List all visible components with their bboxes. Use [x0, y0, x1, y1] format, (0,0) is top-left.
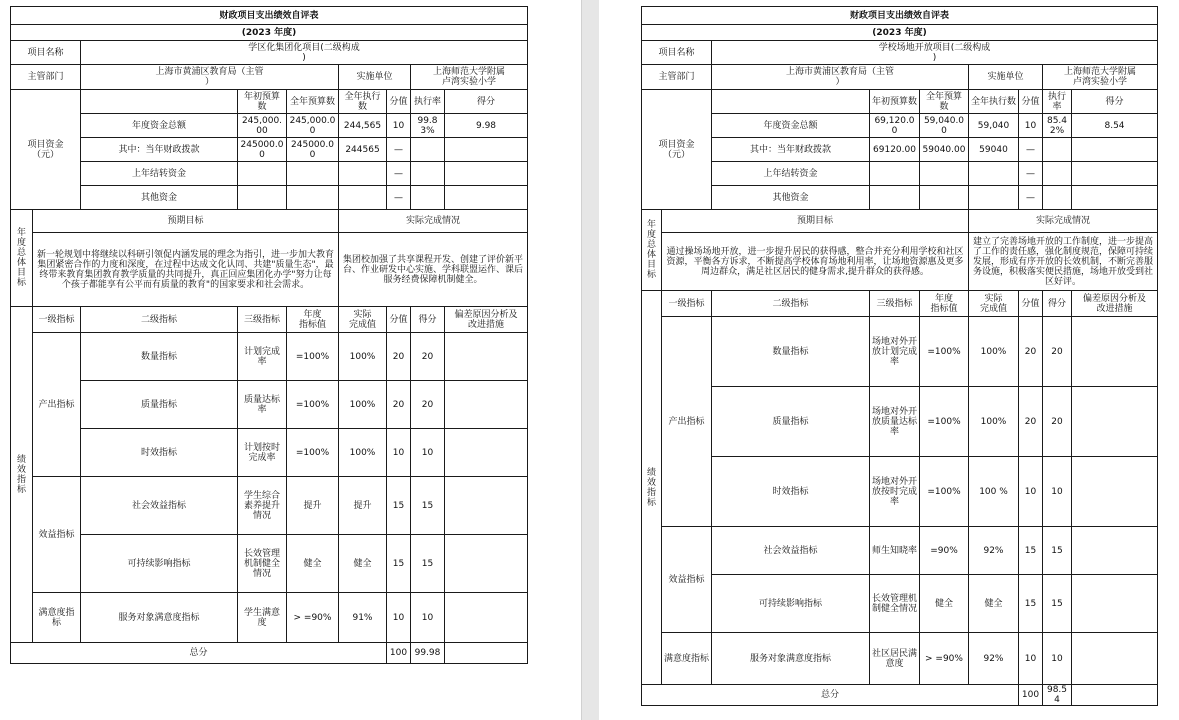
target-cell: =100%	[287, 381, 339, 429]
department-value: 上海市黄浦区教育局（主管 ）	[712, 65, 969, 90]
indicator-row	[642, 527, 1158, 575]
implementer-label: 实施单位	[969, 65, 1043, 90]
goal-text-row	[11, 233, 528, 307]
expected-goal-text: 新一轮规划中将继续以科研引领促内涵发展的理念为指引，进一步加大教育集团紧密合作的力度和深度，在过程中达成文化认同、共建"质量生态"，最终带来教育集团教育教学质量的共同提升，真正回应集团化办学"努力让每个孩子都能享有公平而有质量的教育"的国家要求和社会需求。	[33, 233, 339, 307]
other-funds-label: 其他资金	[81, 186, 238, 210]
score-fiscal	[445, 138, 528, 162]
weight-header: 分值	[387, 90, 411, 114]
indicator-row	[642, 575, 1158, 633]
level2-cell: 可持续影响指标	[81, 535, 238, 593]
prev-carry-row	[11, 162, 528, 186]
initial-budget-other	[870, 186, 920, 210]
weight-cell: 15	[1019, 575, 1043, 633]
total-deviation	[445, 643, 528, 664]
score-header-ind: 得分	[1043, 291, 1072, 317]
score-cell: 10	[1043, 633, 1072, 685]
perf-indicator-label: 绩 效 指 标	[11, 307, 33, 643]
actual-cell: 100%	[969, 387, 1019, 457]
weight-cell: 20	[1019, 317, 1043, 387]
total-weight: 100	[1019, 685, 1043, 706]
weight-cell: 20	[387, 333, 411, 381]
indicator-row	[11, 535, 528, 593]
exec-rate-prev	[411, 162, 445, 186]
score-cell: 15	[411, 477, 445, 535]
exec-rate-fiscal	[1043, 138, 1072, 162]
actual-value-header: 实际 完成值	[339, 307, 387, 333]
annual-exec-prev	[339, 162, 387, 186]
initial-budget-prev	[238, 162, 287, 186]
level1-cell: 产出指标	[33, 333, 81, 477]
annual-exec-header: 全年执行数	[339, 90, 387, 114]
total-row	[11, 643, 528, 664]
actual-cell: 100%	[969, 317, 1019, 387]
fiscal-row	[642, 138, 1158, 162]
other-funds-row	[642, 186, 1158, 210]
deviation-cell	[1072, 387, 1158, 457]
initial-budget-total: 69,120.00	[870, 114, 920, 138]
expected-goal-header: 预期目标	[662, 210, 969, 233]
weight-header-ind: 分值	[387, 307, 411, 333]
deviation-cell	[1072, 633, 1158, 685]
level2-cell: 社会效益指标	[712, 527, 870, 575]
annual-budget-header: 全年预算数	[920, 90, 969, 114]
target-cell: =100%	[920, 387, 969, 457]
year-row	[642, 25, 1158, 41]
weight-fiscal: —	[1019, 138, 1043, 162]
score-cell: 10	[411, 593, 445, 643]
indicator-row	[642, 633, 1158, 685]
fiscal-row	[11, 138, 528, 162]
annual-budget-other	[287, 186, 339, 210]
exec-rate-total: 99.83%	[411, 114, 445, 138]
deviation-header: 偏差原因分析及 改进措施	[1072, 291, 1158, 317]
weight-cell: 20	[387, 381, 411, 429]
annual-budget-prev	[920, 162, 969, 186]
form-year: (2023 年度)	[11, 25, 528, 41]
annual-budget-fiscal: 245000.00	[287, 138, 339, 162]
initial-budget-other	[238, 186, 287, 210]
actual-cell: 92%	[969, 527, 1019, 575]
weight-header: 分值	[1019, 90, 1043, 114]
weight-cell: 20	[1019, 387, 1043, 457]
expected-goal-text: 通过操场场地开放，进一步提升居民的获得感，整合并充分利用学校和社区资源，平衡各方诉求，不断提高学校体育场地利用率，让场地资源惠及更多周边群众，满足社区居民的健身需求,提升群众的获得感。	[662, 233, 969, 291]
implementer-label: 实施单位	[339, 65, 411, 90]
level1-header: 一级指标	[662, 291, 712, 317]
level2-cell: 服务对象满意度指标	[81, 593, 238, 643]
annual-exec-total: 59,040	[969, 114, 1019, 138]
other-funds-row	[11, 186, 528, 210]
implementer-value: 上海师范大学附属 卢湾实验小学	[411, 65, 528, 90]
prev-carry-label: 上年结转资金	[81, 162, 238, 186]
deviation-cell	[1072, 575, 1158, 633]
level3-cell: 场地对外开放按时完成率	[870, 457, 920, 527]
level3-cell: 长效管理机制健全情况	[238, 535, 287, 593]
funds-blank	[712, 90, 870, 114]
score-header: 得分	[445, 90, 528, 114]
target-cell: =100%	[287, 333, 339, 381]
weight-other: —	[387, 186, 411, 210]
project-name-value: 学校场地开放项目(二级构成 )	[712, 41, 1158, 65]
level3-cell: 场地对外开放质量达标率	[870, 387, 920, 457]
weight-cell: 15	[387, 535, 411, 593]
deviation-cell	[445, 477, 528, 535]
actual-completion-text: 集团校加强了共享课程开发、创建了评价新平台、作业研发中心实施、学科联盟运作、课后服务经费保障机制健全。	[339, 233, 528, 307]
level3-cell: 计划按时完成率	[238, 429, 287, 477]
expected-goal-header: 预期目标	[33, 210, 339, 233]
annual-exec-total: 244,565	[339, 114, 387, 138]
total-funds-label: 年度资金总额	[81, 114, 238, 138]
weight-total: 10	[1019, 114, 1043, 138]
level2-cell: 时效指标	[81, 429, 238, 477]
weight-cell: 15	[387, 477, 411, 535]
target-cell: 健全	[287, 535, 339, 593]
department-row	[642, 65, 1158, 90]
other-funds-label: 其他资金	[712, 186, 870, 210]
indicator-row	[11, 429, 528, 477]
project-name-row	[11, 41, 528, 65]
level2-cell: 社会效益指标	[81, 477, 238, 535]
actual-completion-text: 建立了完善场地开放的工作制度，进一步提高了工作的责任感，强化制度规范，保障可持续发展，形成有序开放的长效机制，不断完善服务设施，积极落实便民措施，场地开放受到社区好评。	[969, 233, 1158, 291]
level3-cell: 学生满意度	[238, 593, 287, 643]
weight-total: 10	[387, 114, 411, 138]
annual-exec-fiscal: 244565	[339, 138, 387, 162]
annual-exec-other	[339, 186, 387, 210]
score-cell: 15	[1043, 527, 1072, 575]
indicator-row	[642, 317, 1158, 387]
weight-prev: —	[387, 162, 411, 186]
level3-header: 三级指标	[870, 291, 920, 317]
performance-evaluation-table	[641, 6, 1158, 706]
annual-target-header: 年度 指标值	[920, 291, 969, 317]
indicator-row	[11, 477, 528, 535]
department-label: 主管部门	[642, 65, 712, 90]
weight-cell: 10	[1019, 457, 1043, 527]
target-cell: =100%	[287, 429, 339, 477]
performance-evaluation-table	[10, 6, 528, 664]
total-deviation	[1072, 685, 1158, 706]
score-total: 9.98	[445, 114, 528, 138]
actual-cell: 92%	[969, 633, 1019, 685]
fiscal-label: 其中：当年财政拨款	[712, 138, 870, 162]
level1-cell: 效益指标	[662, 527, 712, 633]
total-score-label: 总分	[11, 643, 387, 664]
level3-cell: 长效管理机制健全情况	[870, 575, 920, 633]
total-weight: 100	[387, 643, 411, 664]
deviation-cell	[1072, 457, 1158, 527]
level3-header: 三级指标	[238, 307, 287, 333]
score-prev	[1072, 162, 1158, 186]
deviation-cell	[1072, 317, 1158, 387]
actual-cell: 100%	[339, 429, 387, 477]
document-page-right	[599, 0, 1179, 720]
level1-cell: 效益指标	[33, 477, 81, 593]
exec-rate-prev	[1043, 162, 1072, 186]
annual-target-header: 年度 指标值	[287, 307, 339, 333]
target-cell: 健全	[920, 575, 969, 633]
year-row	[11, 25, 528, 41]
actual-completion-header: 实际完成情况	[969, 210, 1158, 233]
indicator-row	[642, 387, 1158, 457]
funds-header-row	[11, 90, 528, 114]
fiscal-label: 其中：当年财政拨款	[81, 138, 238, 162]
annual-goal-label: 年度 总体 目标	[642, 210, 662, 291]
exec-rate-other	[1043, 186, 1072, 210]
score-cell: 20	[1043, 387, 1072, 457]
exec-rate-fiscal	[411, 138, 445, 162]
deviation-cell	[445, 429, 528, 477]
project-name-label: 项目名称	[642, 41, 712, 65]
deviation-header: 偏差原因分析及 改进措施	[445, 307, 528, 333]
level1-header: 一级指标	[33, 307, 81, 333]
total-score: 99.98	[411, 643, 445, 664]
score-header-ind: 得分	[411, 307, 445, 333]
exec-rate-total: 85.42%	[1043, 114, 1072, 138]
indicator-row	[11, 593, 528, 643]
score-cell: 15	[411, 535, 445, 593]
initial-budget-header: 年初预算数	[870, 90, 920, 114]
target-cell: > =90%	[287, 593, 339, 643]
deviation-cell	[445, 381, 528, 429]
score-fiscal	[1072, 138, 1158, 162]
level2-cell: 时效指标	[712, 457, 870, 527]
page-gutter	[581, 0, 600, 720]
level3-cell: 师生知晓率	[870, 527, 920, 575]
score-total: 8.54	[1072, 114, 1158, 138]
exec-rate-header: 执行率	[411, 90, 445, 114]
goal-text-row	[642, 233, 1158, 291]
score-cell: 10	[411, 429, 445, 477]
project-name-label: 项目名称	[11, 41, 81, 65]
funds-label: 项目资金 （元）	[642, 90, 712, 210]
department-label: 主管部门	[11, 65, 81, 90]
level3-cell: 质量达标率	[238, 381, 287, 429]
score-cell: 20	[411, 381, 445, 429]
department-value: 上海市黄浦区教育局（主管 ）	[81, 65, 339, 90]
perf-indicator-label: 绩 效 指 标	[642, 291, 662, 685]
level3-cell: 社区居民满意度	[870, 633, 920, 685]
prev-carry-label: 上年结转资金	[712, 162, 870, 186]
actual-cell: 100 %	[969, 457, 1019, 527]
funds-blank	[81, 90, 238, 114]
weight-cell: 10	[387, 593, 411, 643]
title-row	[642, 7, 1158, 25]
score-cell: 20	[1043, 317, 1072, 387]
annual-budget-total: 245,000.00	[287, 114, 339, 138]
score-other	[1072, 186, 1158, 210]
level1-cell: 满意度指标	[662, 633, 712, 685]
level2-cell: 质量指标	[712, 387, 870, 457]
score-other	[445, 186, 528, 210]
department-row	[11, 65, 528, 90]
project-name-value: 学区化集团化项目(二级构成 )	[81, 41, 528, 65]
initial-budget-fiscal: 69120.00	[870, 138, 920, 162]
total-score-label: 总分	[642, 685, 1019, 706]
actual-cell: 健全	[339, 535, 387, 593]
weight-fiscal: —	[387, 138, 411, 162]
funds-header-row	[642, 90, 1158, 114]
exec-rate-header: 执行率	[1043, 90, 1072, 114]
total-score: 98.54	[1043, 685, 1072, 706]
actual-value-header: 实际 完成值	[969, 291, 1019, 317]
actual-completion-header: 实际完成情况	[339, 210, 528, 233]
title-row	[11, 7, 528, 25]
weight-other: —	[1019, 186, 1043, 210]
indicator-header-row	[11, 307, 528, 333]
annual-budget-prev	[287, 162, 339, 186]
score-cell: 15	[1043, 575, 1072, 633]
initial-budget-fiscal: 245000.00	[238, 138, 287, 162]
indicator-row	[11, 333, 528, 381]
initial-budget-prev	[870, 162, 920, 186]
level1-cell: 满意度指标	[33, 593, 81, 643]
annual-budget-header: 全年预算数	[287, 90, 339, 114]
actual-cell: 91%	[339, 593, 387, 643]
annual-budget-total: 59,040.00	[920, 114, 969, 138]
exec-rate-other	[411, 186, 445, 210]
level2-header: 二级指标	[81, 307, 238, 333]
level3-cell: 计划完成率	[238, 333, 287, 381]
indicator-row	[11, 381, 528, 429]
weight-cell: 15	[1019, 527, 1043, 575]
score-cell: 10	[1043, 457, 1072, 527]
funds-label: 项目资金 （元）	[11, 90, 81, 210]
prev-carry-row	[642, 162, 1158, 186]
goal-header-row	[642, 210, 1158, 233]
target-cell: > =90%	[920, 633, 969, 685]
weight-cell: 10	[387, 429, 411, 477]
annual-exec-header: 全年执行数	[969, 90, 1019, 114]
actual-cell: 健全	[969, 575, 1019, 633]
document-page-left	[0, 0, 580, 720]
level3-cell: 学生综合素养提升情况	[238, 477, 287, 535]
weight-prev: —	[1019, 162, 1043, 186]
level3-cell: 场地对外开放计划完成率	[870, 317, 920, 387]
initial-budget-header: 年初预算数	[238, 90, 287, 114]
indicator-row	[642, 457, 1158, 527]
form-title: 财政项目支出绩效自评表	[642, 7, 1158, 25]
level2-cell: 数量指标	[81, 333, 238, 381]
goal-header-row	[11, 210, 528, 233]
actual-cell: 100%	[339, 381, 387, 429]
target-cell: =100%	[920, 457, 969, 527]
project-name-row	[642, 41, 1158, 65]
deviation-cell	[445, 535, 528, 593]
annual-exec-prev	[969, 162, 1019, 186]
total-funds-row	[11, 114, 528, 138]
indicator-header-row	[642, 291, 1158, 317]
level1-cell: 产出指标	[662, 317, 712, 527]
level2-cell: 可持续影响指标	[712, 575, 870, 633]
level2-cell: 质量指标	[81, 381, 238, 429]
annual-exec-fiscal: 59040	[969, 138, 1019, 162]
deviation-cell	[1072, 527, 1158, 575]
total-funds-label: 年度资金总额	[712, 114, 870, 138]
score-header: 得分	[1072, 90, 1158, 114]
weight-header-ind: 分值	[1019, 291, 1043, 317]
total-row	[642, 685, 1158, 706]
deviation-cell	[445, 333, 528, 381]
weight-cell: 10	[1019, 633, 1043, 685]
level2-header: 二级指标	[712, 291, 870, 317]
deviation-cell	[445, 593, 528, 643]
level2-cell: 数量指标	[712, 317, 870, 387]
annual-goal-label: 年度 总体 目标	[11, 210, 33, 307]
implementer-value: 上海师范大学附属 卢湾实验小学	[1043, 65, 1158, 90]
target-cell: 提升	[287, 477, 339, 535]
form-year: (2023 年度)	[642, 25, 1158, 41]
score-cell: 20	[411, 333, 445, 381]
annual-budget-other	[920, 186, 969, 210]
annual-budget-fiscal: 59040.00	[920, 138, 969, 162]
actual-cell: 提升	[339, 477, 387, 535]
form-title: 财政项目支出绩效自评表	[11, 7, 528, 25]
annual-exec-other	[969, 186, 1019, 210]
level2-cell: 服务对象满意度指标	[712, 633, 870, 685]
initial-budget-total: 245,000.00	[238, 114, 287, 138]
total-funds-row	[642, 114, 1158, 138]
target-cell: =100%	[920, 317, 969, 387]
actual-cell: 100%	[339, 333, 387, 381]
score-prev	[445, 162, 528, 186]
target-cell: =90%	[920, 527, 969, 575]
